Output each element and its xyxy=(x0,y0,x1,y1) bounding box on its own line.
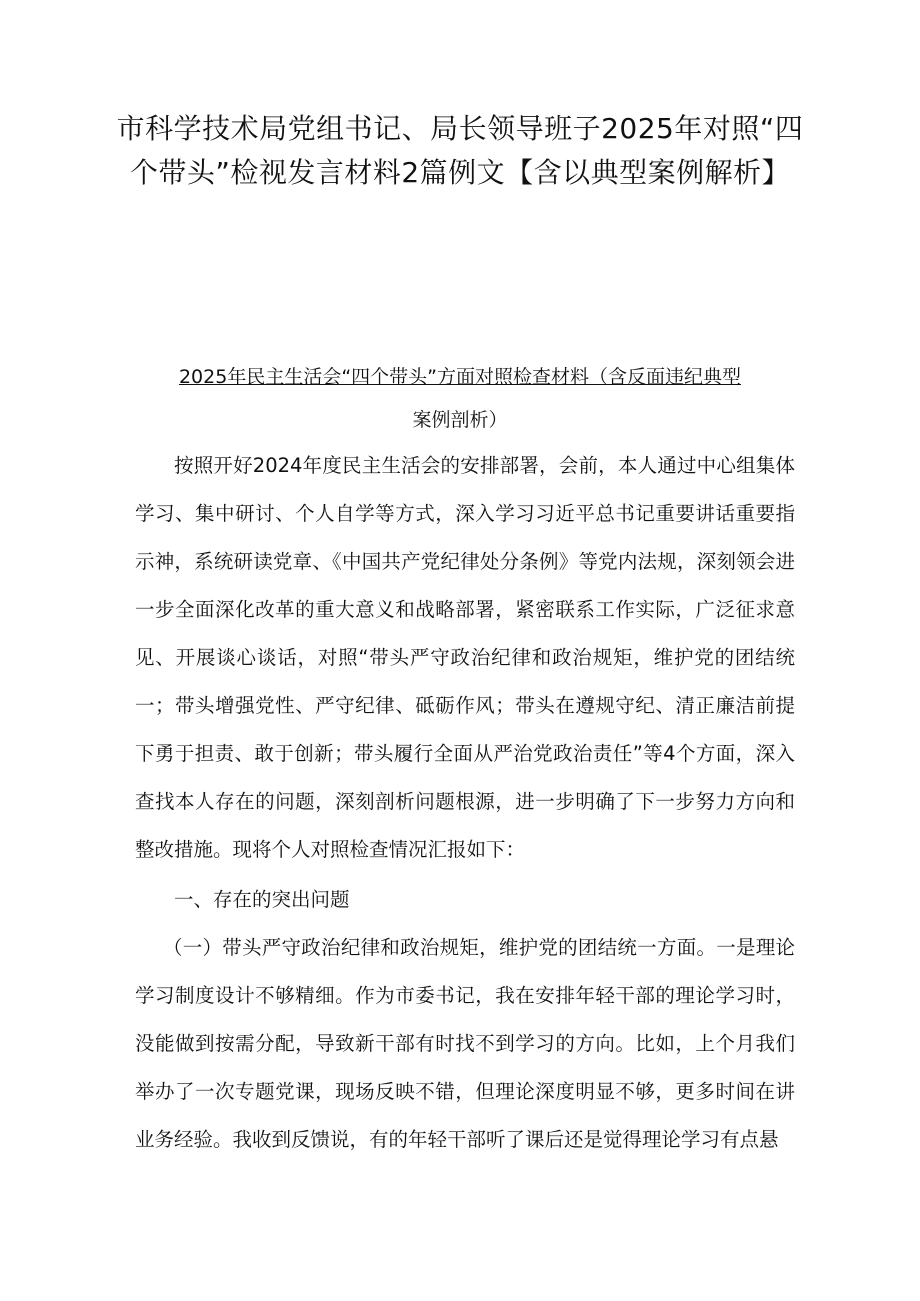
section-heading: 一、存在的突出问题 xyxy=(174,888,350,911)
document-title: 市科学技术局党组书记、局长领导班子2025年对照“四个带头”检视发言材料2篇例文【含以典型案例解析】 xyxy=(116,112,804,189)
body-paragraph-issue-1: （一）带头严守政治纪律和政治规矩，维护党的团结统一方面。一是理论学习制度设计不够精细。作为市委书记，我在安排年轻干部的理论学习时，没能做到按需分配，导致新干部有时找不到学习的方向。比如，上个月我们举办了一次专题党课，现场反映不错，但理论深度明显不够，更多时间在讲业务经验。我收到反馈说，有的年轻干部听了课后还是觉得理论学习有点悬 xyxy=(135,936,795,1151)
document-subtitle-continuation: 案例剖析） xyxy=(412,409,508,431)
body-paragraph-intro: 按照开好2024年度民主生活会的安排部署，会前，本人通过中心组集体学习、集中研讨、个人自学等方式，深入学习习近平总书记重要讲话重要指示神，系统研读党章、《中国共产党纪律处分条例》等党内法规，深刻领会进一步全面深化改革的重大意义和战略部署，紧密联系工作实际，广泛征求意见、开展谈心谈话，对照“带头严守政治纪律和政治规矩，维护党的团结统一；带头增强党性、严守纪律、砥砺作风；带头在遵规守纪、清正廉洁前提下勇于担责、敢于创新；带头履行全面从严治党政治责任”等4个方面，深入查找本人存在的问题，深刻剖析问题根源，进一步明确了下一步努力方向和整改措施。现将个人对照检查情况汇报如下： xyxy=(135,454,795,861)
document-subtitle: 2025年民主生活会“四个带头”方面对照检查材料（含反面违纪典型 xyxy=(178,366,742,388)
